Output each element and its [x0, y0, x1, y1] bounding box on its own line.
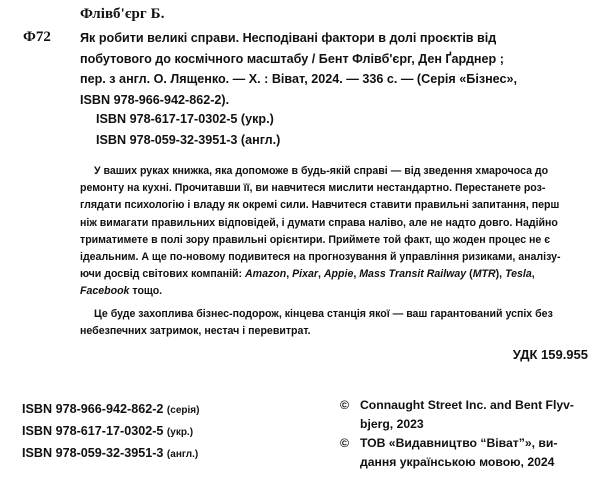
- annotation-line: Це буде захоплива бізнес-подорож, кінцева станція якої — ваш гарантований успіх без: [94, 307, 553, 320]
- isbn-number: ISBN 978-617-17-0302-5: [22, 424, 164, 438]
- copyright-line: дання українською мовою, 2024: [360, 455, 555, 469]
- annotation-line: ідеальним. А ще по-новому подивитеся на прогнозування й управління ризиками, аналізу-: [80, 251, 561, 264]
- annotation-line: ремонту на кухні. Прочитавши її, ви навчитеся мислити нестандартно. Перестанете роз-: [80, 182, 546, 195]
- biblio-line: ISBN 978-966-942-862-2).: [80, 92, 230, 107]
- annotation-line: глядати психологію і владу як окремі сили. Навчитеся ставити правильні запитання, перш: [80, 199, 560, 212]
- isbn-eng: [22, 446, 198, 460]
- isbn-ukr: [22, 424, 193, 438]
- company-name: Pixar: [292, 268, 319, 281]
- copyright-text: Connaught Street Inc. and Bent Flyv-: [360, 398, 574, 412]
- biblio-line: Як робити великі справи. Несподівані фактори в долі проєктів від: [80, 31, 497, 45]
- isbn-note: (англ.): [166, 449, 199, 460]
- company-name: Facebook: [80, 285, 130, 298]
- copyright-original: [340, 396, 574, 434]
- copyright-line: [340, 396, 574, 415]
- udk-code: УДК 159.955: [512, 347, 588, 362]
- isbn-number: ISBN 978-059-32-3951-3: [22, 446, 164, 460]
- isbn-note: (укр.): [166, 427, 194, 438]
- isbn-series: [22, 402, 199, 416]
- biblio-line: пер. з англ. О. Лященко. — Х. : Віват, 2024. — 336 с. — (Серія «Бізнес»,: [80, 72, 518, 86]
- annotation-prefix: ючи досвід світових компаній:: [80, 268, 245, 281]
- copyright-translation: [340, 434, 557, 472]
- annotation: [80, 163, 588, 340]
- copyright-line: bjerg, 2023: [360, 417, 424, 431]
- bibliographic-description: [80, 28, 588, 110]
- annotation-line-companies: ючи досвід світових компаній: Amazon, Pixar, Appie, Mass Transit Railway (MTR), Tesla,: [80, 268, 535, 281]
- annotation-suffix: тощо.: [129, 285, 163, 298]
- classification-code: Ф72: [23, 29, 51, 45]
- copyright-symbol: ©: [340, 436, 349, 450]
- annotation-line: небезпечних затримок, нестач і перевитрат.: [80, 324, 311, 337]
- author-heading: Флівб'єрг Б.: [80, 6, 165, 22]
- company-name: MTR: [472, 268, 496, 281]
- annotation-line: ніж вимагати правильних відповідей, і думати справа наліво, але не надто довго. Надійно: [80, 216, 558, 229]
- annotation-line: триматимете в полі зору правильні орієнтири. Приймете той факт, що жоден процес не є: [80, 233, 551, 246]
- annotation-line: [80, 283, 588, 300]
- isbn-ukr-top: ISBN 978-617-17-0302-5 (укр.): [96, 112, 274, 126]
- company-name: Mass Transit Railway: [359, 268, 467, 281]
- annotation-line: У ваших руках книжка, яка допоможе в будь-якій справі — від зведення хмарочоса до: [94, 165, 549, 177]
- isbn-eng-top: ISBN 978-059-32-3951-3 (англ.): [96, 133, 281, 147]
- biblio-line: побутового до космічного масштабу / Бент Флівб'єрг, Ден Ґарднер ;: [80, 51, 504, 66]
- company-name: Appie: [323, 268, 354, 281]
- copyright-text: ТОВ «Видавництво “Віват”», ви-: [360, 436, 558, 450]
- copyright-line: [340, 434, 557, 453]
- copyright-symbol: ©: [340, 398, 349, 412]
- company-name: Amazon: [245, 268, 287, 281]
- isbn-number: ISBN 978-966-942-862-2: [22, 402, 164, 416]
- company-name: Tesla: [505, 268, 532, 281]
- isbn-note: (серія): [166, 405, 200, 416]
